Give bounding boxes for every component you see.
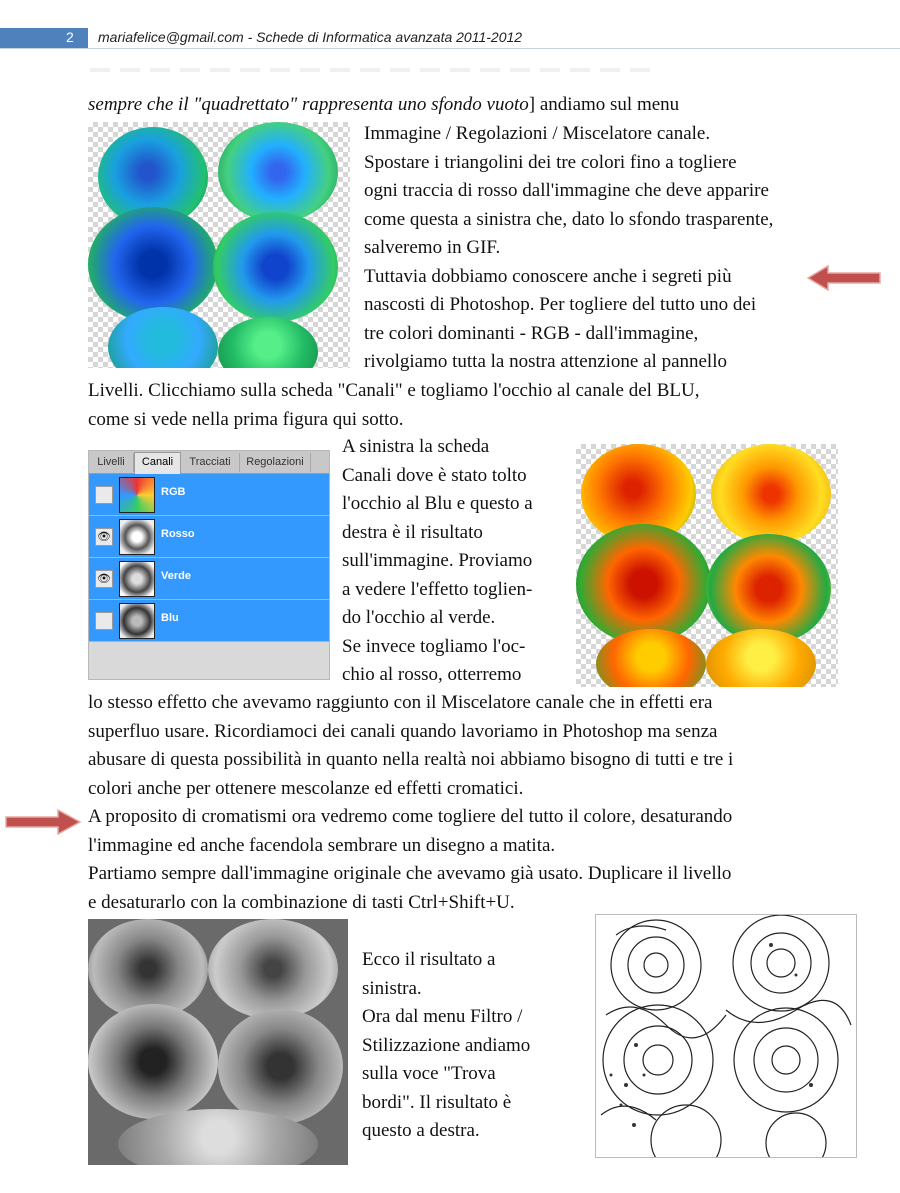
channel-label: Rosso bbox=[161, 528, 195, 540]
text-line: do l'occhio al verde. bbox=[342, 607, 496, 628]
text-line: sinistra. bbox=[362, 977, 422, 999]
text-line: destra è il risultato bbox=[342, 521, 483, 543]
channel-thumbnail bbox=[119, 477, 155, 513]
channel-label: Blu bbox=[161, 612, 179, 624]
text-line: Stilizzazione andiamo bbox=[362, 1034, 531, 1056]
para1-first-line bbox=[88, 91, 679, 120]
text-line: bordi". Il risultato è bbox=[362, 1091, 512, 1113]
left-arrow-icon bbox=[806, 262, 882, 294]
text-line: a vedere l'effetto toglien- bbox=[342, 578, 533, 600]
text-line: sulla voce "Trova bbox=[362, 1063, 496, 1084]
text-line: Immagine / Regolazioni / Miscelatore canale. bbox=[364, 123, 711, 144]
para2-full-text bbox=[88, 689, 733, 917]
right-arrow-icon bbox=[4, 806, 82, 838]
channel-row-rgb[interactable] bbox=[89, 474, 329, 516]
channel-thumbnail bbox=[119, 603, 155, 639]
roses-blue-green-image bbox=[88, 122, 350, 368]
eye-icon[interactable]: 👁 bbox=[95, 528, 113, 546]
text-line: lo stesso effetto che avevamo raggiunto con il Miscelatore canale che in effetti era bbox=[88, 692, 713, 713]
panel-tabs bbox=[89, 451, 329, 474]
text-line: questo a destra. bbox=[362, 1120, 480, 1141]
text-line: Livelli. Clicchiamo sulla scheda "Canali" e togliamo l'occhio al canale del BLU, bbox=[88, 380, 700, 401]
channel-label: RGB bbox=[161, 486, 186, 498]
text-line: l'immagine ed anche facendola sembrare un disegno a matita. bbox=[88, 834, 556, 856]
header-dashes bbox=[90, 68, 660, 72]
text-line: l'occhio al Blu e questo a bbox=[342, 493, 533, 514]
visibility-toggle[interactable] bbox=[95, 612, 113, 630]
para1-wrapped-text bbox=[364, 120, 773, 377]
text-line: rivolgiamo tutta la nostra attenzione al pannello bbox=[364, 351, 727, 372]
text-line: tre colori dominanti - RGB - dall'immagine, bbox=[364, 322, 699, 344]
roses-red-yellow-green-image bbox=[576, 444, 838, 687]
text-line: Ecco il risultato a bbox=[362, 949, 496, 970]
channel-row-verde[interactable] bbox=[89, 558, 329, 600]
text-line: e desaturarlo con la combinazione di tasti Ctrl+Shift+U. bbox=[88, 891, 515, 913]
text-line: come questa a sinistra che, dato lo sfondo trasparente, bbox=[364, 208, 774, 230]
page-number: 2 bbox=[66, 29, 74, 45]
text-line: A sinistra la scheda bbox=[342, 436, 490, 457]
header-rule bbox=[0, 48, 900, 49]
text-line: abusare di questa possibilità in quanto nella realtà noi abbiamo bisogno di tutti e tre i bbox=[88, 749, 734, 770]
para1-rest: ] andiamo sul menu bbox=[528, 94, 680, 115]
text-line: colori anche per ottenere mescolanze ed effetti cromatici. bbox=[88, 777, 524, 799]
para1-full-text bbox=[88, 377, 699, 434]
text-line: Se invece togliamo l'oc- bbox=[342, 635, 526, 657]
channel-row-blu[interactable] bbox=[89, 600, 329, 642]
tab-canali[interactable]: Canali bbox=[134, 452, 181, 474]
channel-thumbnail bbox=[119, 561, 155, 597]
text-line: A proposito di cromatismi ora vedremo come togliere del tutto il colore, desaturando bbox=[88, 806, 733, 827]
text-line: sull'immagine. Proviamo bbox=[342, 550, 533, 571]
para2-narrow-text bbox=[342, 433, 533, 690]
text-line: Tuttavia dobbiamo conoscere anche i segreti più bbox=[364, 265, 732, 287]
text-line: Canali dove è stato tolto bbox=[342, 464, 527, 486]
tab-tracciati[interactable]: Tracciati bbox=[181, 453, 240, 472]
roses-find-edges-image bbox=[595, 914, 857, 1158]
text-line: ogni traccia di rosso dall'immagine che deve apparire bbox=[364, 180, 769, 201]
visibility-toggle[interactable] bbox=[95, 486, 113, 504]
text-line: salveremo in GIF. bbox=[364, 237, 501, 258]
text-line: Ora dal menu Filtro / bbox=[362, 1006, 523, 1027]
tab-livelli[interactable]: Livelli bbox=[89, 453, 134, 472]
text-line: chio al rosso, otterremo bbox=[342, 664, 522, 685]
text-line: Partiamo sempre dall'immagine originale che avevamo già usato. Duplicare il livello bbox=[88, 863, 732, 884]
text-line: come si vede nella prima figura qui sotto. bbox=[88, 408, 404, 430]
sketch-drawing bbox=[596, 915, 856, 1157]
para3-text bbox=[362, 946, 530, 1146]
text-line: nascosti di Photoshop. Per togliere del tutto uno dei bbox=[364, 294, 757, 315]
text-line: superfluo usare. Ricordiamoci dei canali quando lavoriamo in Photoshop ma senza bbox=[88, 720, 718, 742]
channel-row-rosso[interactable] bbox=[89, 516, 329, 558]
roses-grayscale-image bbox=[88, 919, 348, 1165]
para1-italic: sempre che il "quadrettato" rappresenta uno sfondo vuoto bbox=[88, 94, 529, 115]
channel-thumbnail bbox=[119, 519, 155, 555]
channels-panel bbox=[88, 450, 330, 680]
eye-icon[interactable]: 👁 bbox=[95, 570, 113, 588]
tab-regolazioni[interactable]: Regolazioni bbox=[240, 453, 311, 472]
header-title: mariafelice@gmail.com - Schede di Informatica avanzata 2011-2012 bbox=[98, 29, 523, 45]
channel-label: Verde bbox=[161, 570, 191, 582]
text-line: Spostare i triangolini dei tre colori fino a togliere bbox=[364, 151, 737, 173]
